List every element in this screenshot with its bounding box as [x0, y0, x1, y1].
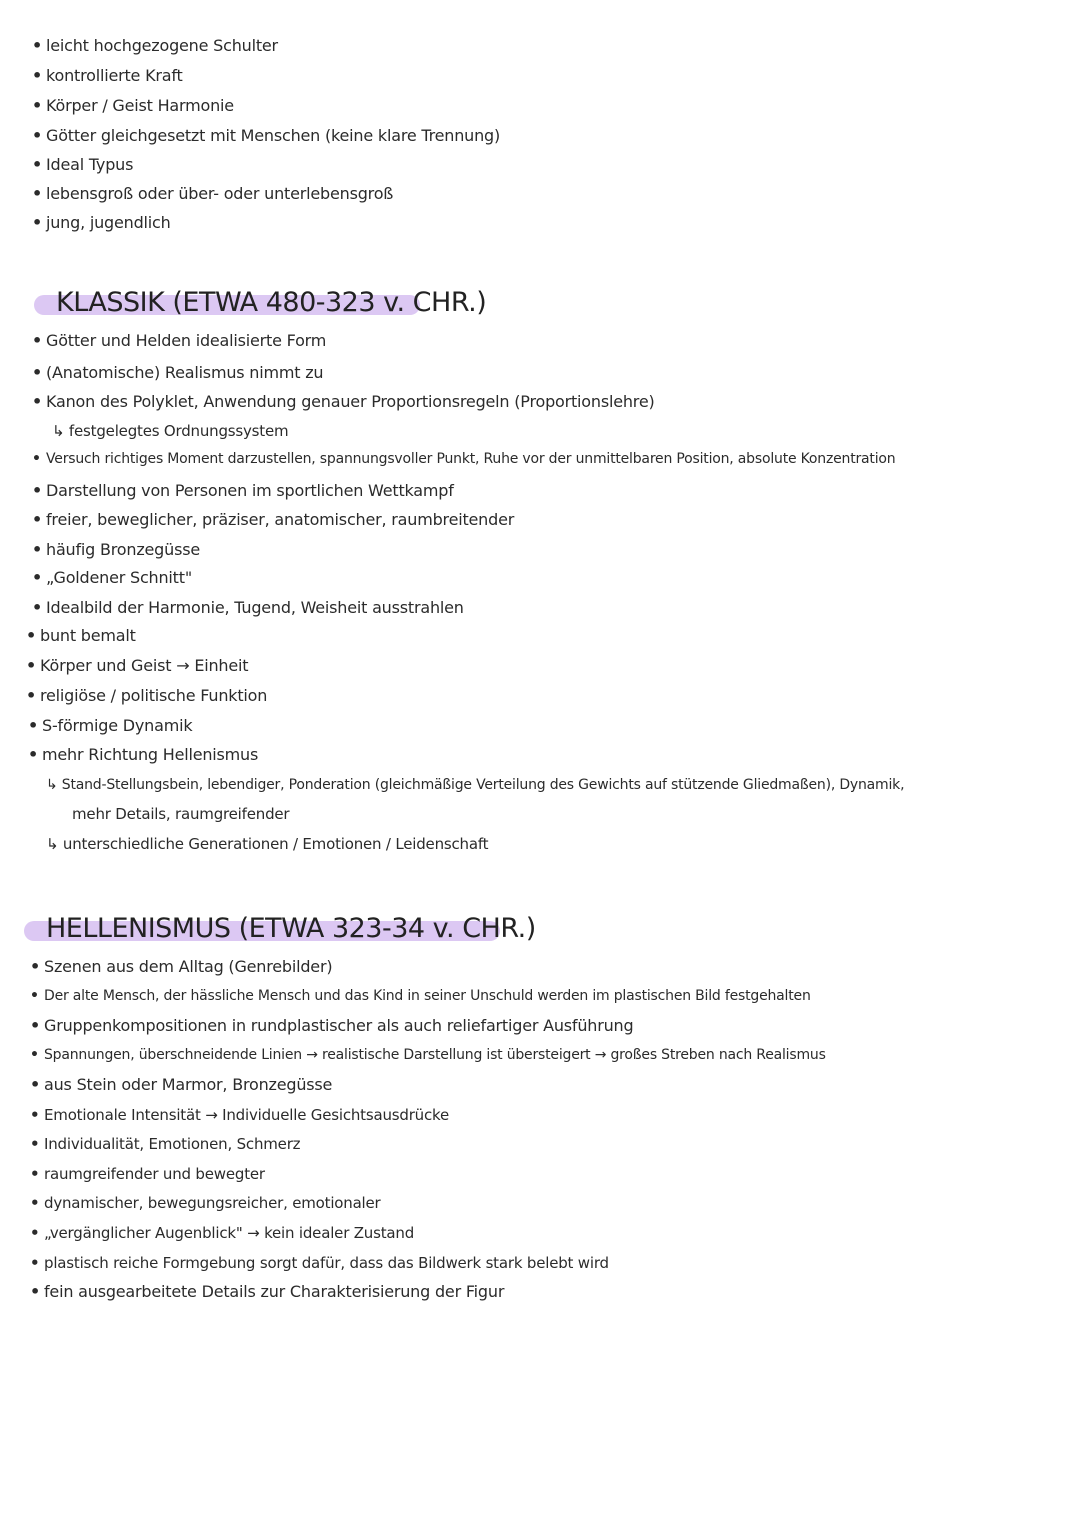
list-subitem: ↳ Stand-Stellungsbein, lebendiger, Ponderation (gleichmäßige Verteilung des Gewichts auf stützende Gliedmaßen), Dynamik, — [46, 777, 905, 793]
list-item: • (Anatomische) Realismus nimmt zu — [32, 363, 324, 382]
list-item: • Individualität, Emotionen, Schmerz — [30, 1135, 301, 1153]
list-item: • Emotionale Intensität → Individuelle Gesichtsausdrücke — [30, 1106, 450, 1124]
list-item: • Götter und Helden idealisierte Form — [32, 331, 327, 350]
list-item: • S-förmige Dynamik — [28, 716, 193, 735]
list-item: • „vergänglicher Augenblick" → kein idealer Zustand — [30, 1224, 415, 1242]
list-item: • Körper und Geist → Einheit — [26, 656, 249, 675]
section-title: KLASSIK (ETWA 480-323 v. CHR.) — [56, 287, 487, 318]
list-item: • Spannungen, überschneidende Linien → realistische Darstellung ist übersteigert → großes Streben nach Realismus — [30, 1047, 826, 1063]
list-item: • Der alte Mensch, der hässliche Mensch und das Kind in seiner Unschuld werden im plastischen Bild festgehalten — [30, 988, 811, 1004]
list-item: • Gruppenkompositionen in rundplastischer als auch reliefartiger Ausführung — [30, 1016, 634, 1035]
list-item: • lebensgroß oder über- oder unterlebensgroß — [32, 184, 394, 203]
list-item: • leicht hochgezogene Schulter — [32, 36, 278, 55]
list-item: • Körper / Geist Harmonie — [32, 96, 234, 115]
list-item: • Szenen aus dem Alltag (Genrebilder) — [30, 957, 333, 976]
list-item: • Götter gleichgesetzt mit Menschen (keine klare Trennung) — [32, 126, 501, 145]
list-subitem: mehr Details, raumgreifender — [72, 805, 290, 823]
section-title: HELLENISMUS (ETWA 323-34 v. CHR.) — [46, 913, 536, 944]
list-item: • bunt bemalt — [26, 626, 136, 645]
section-heading-hellenismus — [24, 912, 536, 946]
list-item: • häufig Bronzegüsse — [32, 540, 200, 559]
list-item: • aus Stein oder Marmor, Bronzegüsse — [30, 1075, 333, 1094]
list-subitem: ↳ festgelegtes Ordnungssystem — [52, 422, 289, 440]
list-item: • Ideal Typus — [32, 155, 134, 174]
list-item: • dynamischer, bewegungsreicher, emotionaler — [30, 1194, 381, 1212]
list-item: • freier, beweglicher, präziser, anatomischer, raumbreitender — [32, 510, 515, 529]
list-item: • Idealbild der Harmonie, Tugend, Weisheit ausstrahlen — [32, 598, 464, 617]
list-item: • religiöse / politische Funktion — [26, 686, 268, 705]
list-item: • Darstellung von Personen im sportlichen Wettkampf — [32, 481, 454, 500]
list-item: • Kanon des Polyklet, Anwendung genauer Proportionsregeln (Proportionslehre) — [32, 392, 655, 411]
list-item: • „Goldener Schnitt" — [32, 568, 192, 587]
list-item: • plastisch reiche Formgebung sorgt dafür, dass das Bildwerk stark belebt wird — [30, 1254, 609, 1272]
list-item: • mehr Richtung Hellenismus — [28, 745, 259, 764]
list-item: • Versuch richtiges Moment darzustellen, spannungsvoller Punkt, Ruhe vor der unmittelbaren Position, absolute Konzentration — [32, 451, 896, 467]
list-item: • fein ausgearbeitete Details zur Charakterisierung der Figur — [30, 1282, 505, 1301]
list-item: • jung, jugendlich — [32, 213, 171, 232]
section-heading-klassik — [34, 286, 486, 320]
list-item: • kontrollierte Kraft — [32, 66, 183, 85]
list-subitem: ↳ unterschiedliche Generationen / Emotionen / Leidenschaft — [46, 835, 489, 853]
list-item: • raumgreifender und bewegter — [30, 1165, 265, 1183]
